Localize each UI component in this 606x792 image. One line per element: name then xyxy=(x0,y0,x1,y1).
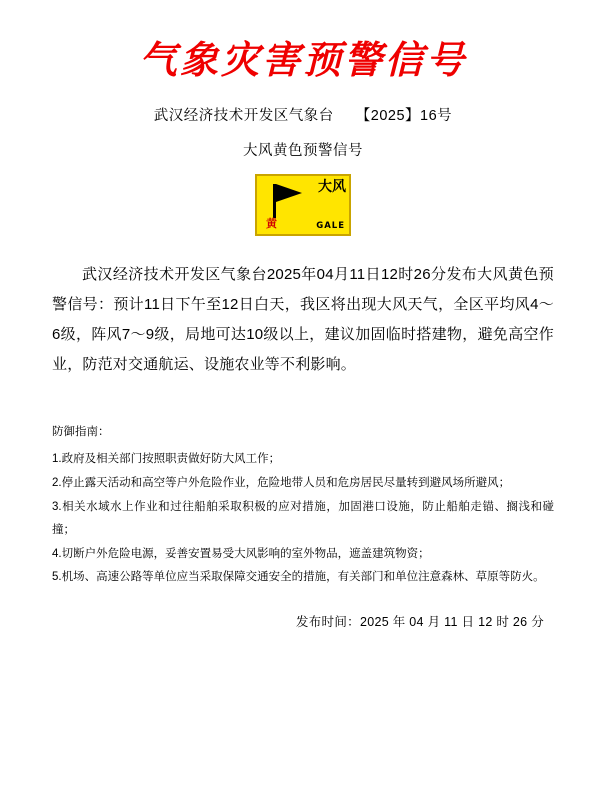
signal-badge-wrap xyxy=(52,174,554,236)
list-item: 3.相关水域水上作业和过往船舶采取积极的应对措施，加固港口设施，防止船舶走锚、搁浅和碰撞； xyxy=(52,500,554,537)
body-paragraph: 武汉经济技术开发区气象台2025年04月11日12时26分发布大风黄色预警信号：预计11日下午至12日白天，我区将出现大风天气，全区平均风4～6级，阵风7～9级，局地可达10级以上，建议加固临时搭建物，避免高空作业，防范对交通航运、设施农业等不利影响。 xyxy=(52,265,554,373)
guide-title: 防御指南： xyxy=(52,425,110,438)
document-page xyxy=(0,38,606,792)
issuer-line xyxy=(52,104,554,125)
document-number: 【2025】16号 xyxy=(355,107,453,124)
list-item: 5.机场、高速公路等单位应当采取保障交通安全的措施，有关部门和单位注意森林、草原等防火。 xyxy=(52,571,545,584)
badge-type-label: 大风 xyxy=(318,178,346,195)
badge-level-label: 黄 xyxy=(266,216,277,230)
page-title: 气象灾害预警信号 xyxy=(138,37,467,82)
badge-type-label-en: GALE xyxy=(316,220,345,231)
guide-list xyxy=(52,448,554,589)
badge-left xyxy=(257,176,315,234)
list-item: 2.停止露天活动和高空等户外危险作业，危险地带人员和危房居民尽量转到避风场所避风； xyxy=(52,476,511,489)
gale-yellow-badge xyxy=(255,174,351,236)
release-time: 发布时间：2025 年 04 月 11 日 12 时 26 分 xyxy=(295,614,544,629)
wind-flag-cloth-icon xyxy=(276,184,302,202)
list-item: 4.切断户外危险电源，妥善安置易受大风影响的室外物品，遮盖建筑物资； xyxy=(52,547,430,560)
list-item: 1.政府及相关部门按照职责做好防大风工作； xyxy=(52,453,281,466)
signal-name: 大风黄色预警信号 xyxy=(243,142,363,159)
issuer-name: 武汉经济技术开发区气象台 xyxy=(153,107,334,124)
